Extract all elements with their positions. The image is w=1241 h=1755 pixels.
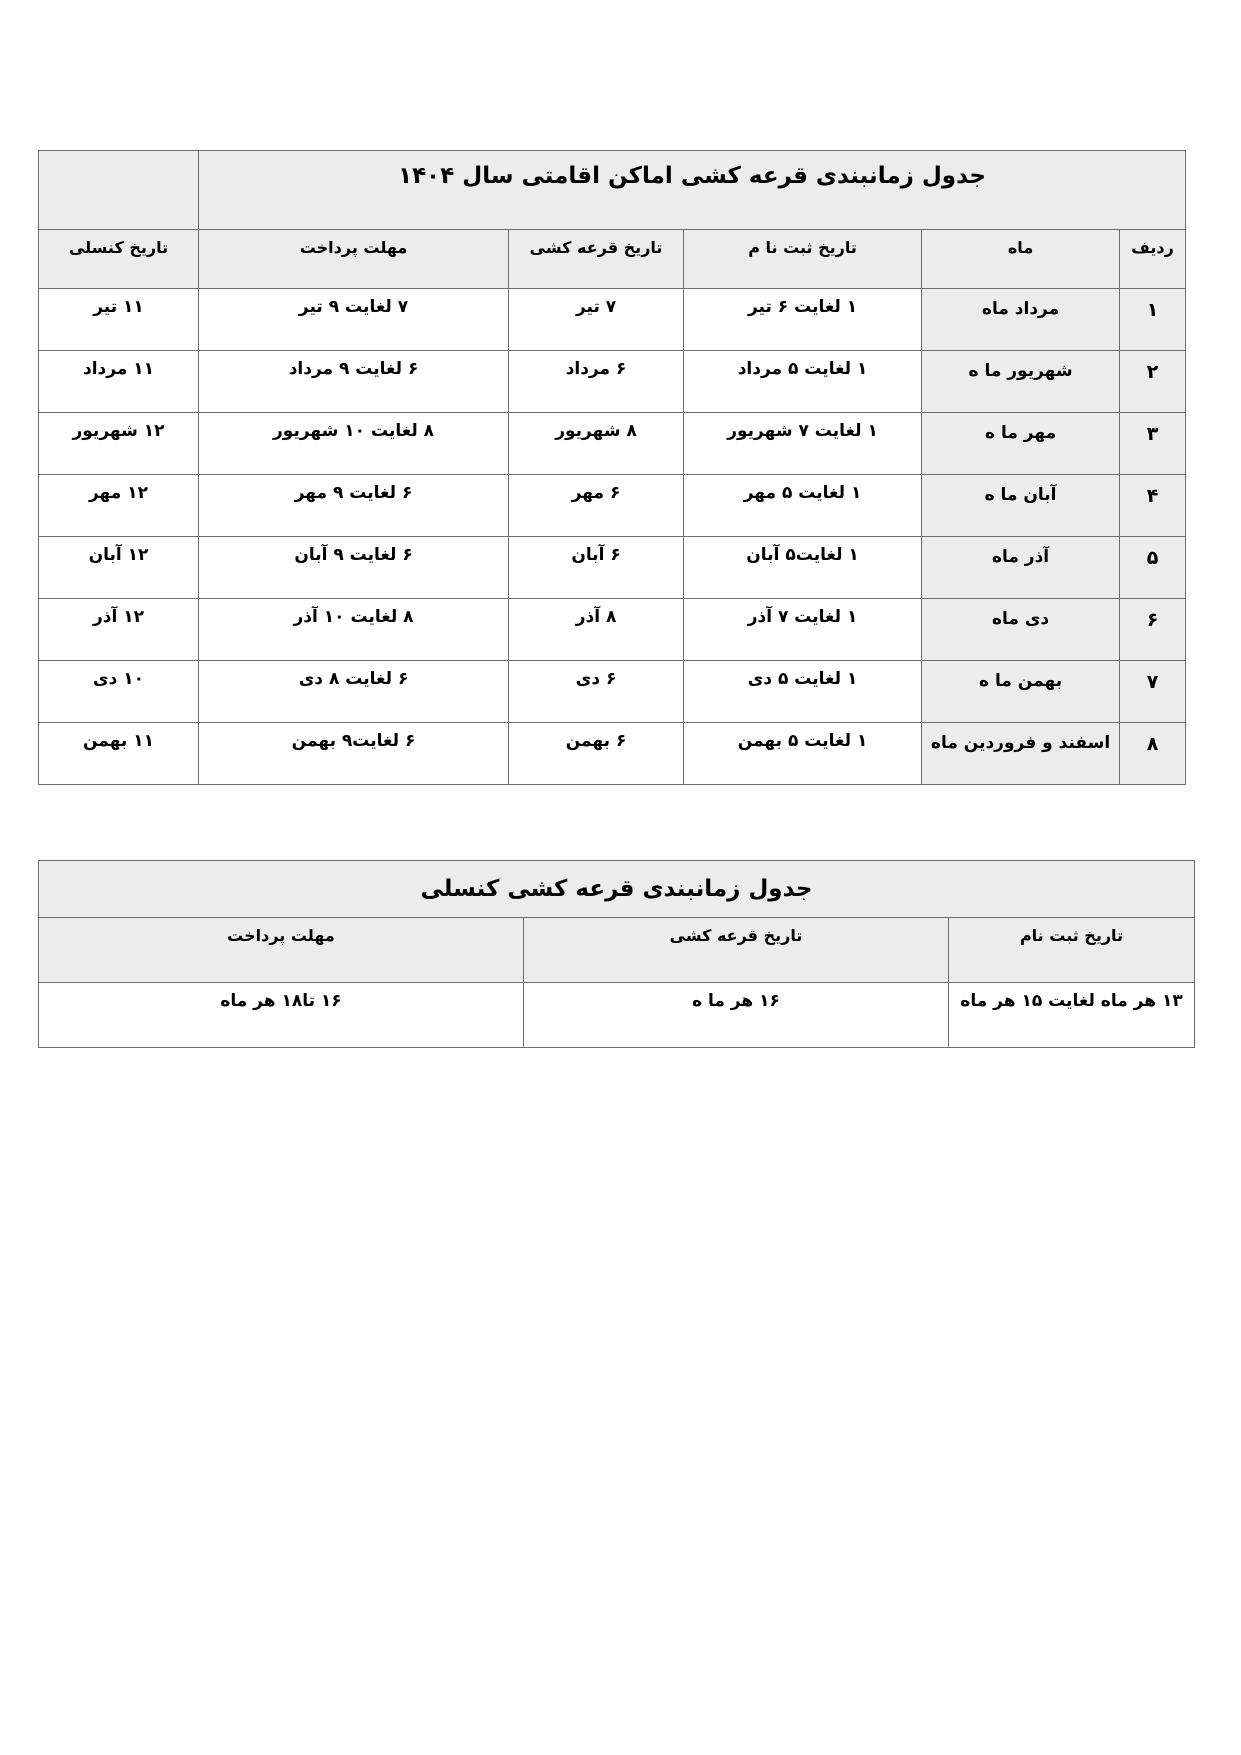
row-cancellation-date: ۱۲ شهریور: [39, 413, 199, 475]
table-row: [39, 983, 1195, 1048]
row-cancellation-date: ۱۰ دی: [39, 661, 199, 723]
row-month: اسفند و فروردین ماه: [922, 723, 1120, 785]
row-month: آذر ماه: [922, 537, 1120, 599]
row-registration-date: ۱ لغایت۵ آبان: [684, 537, 922, 599]
row-payment-deadline: ۱۶ تا۱۸ هر ماه: [39, 983, 524, 1048]
header-registration-date: تاریخ ثبت نا م: [684, 230, 922, 289]
row-lottery-date: ۷ تیر: [509, 289, 684, 351]
row-lottery-date: ۶ مرداد: [509, 351, 684, 413]
row-registration-date: ۱ لغایت ۵ بهمن: [684, 723, 922, 785]
row-lottery-date: ۱۶ هر ما ه: [524, 983, 949, 1048]
row-registration-date: ۱ لغایت ۷ شهریور: [684, 413, 922, 475]
row-number: ۷: [1120, 661, 1186, 723]
header-month: ماه: [922, 230, 1120, 289]
row-lottery-date: ۸ آذر: [509, 599, 684, 661]
row-cancellation-date: ۱۲ آذر: [39, 599, 199, 661]
row-registration-date: ۱۳ هر ماه لغایت ۱۵ هر ماه: [949, 983, 1195, 1048]
row-payment-deadline: ۶ لغایت ۹ مرداد: [199, 351, 509, 413]
row-number: ۴: [1120, 475, 1186, 537]
row-cancellation-date: ۱۲ آبان: [39, 537, 199, 599]
header-payment-deadline: مهلت پرداخت: [39, 918, 524, 983]
row-payment-deadline: ۸ لغایت ۱۰ آذر: [199, 599, 509, 661]
table-row: [39, 351, 1186, 413]
table-header-row: [39, 230, 1186, 289]
title-blank-cell: [39, 151, 199, 230]
row-month: مرداد ماه: [922, 289, 1120, 351]
row-cancellation-date: ۱۲ مهر: [39, 475, 199, 537]
row-lottery-date: ۶ دی: [509, 661, 684, 723]
row-month: آبان ما ه: [922, 475, 1120, 537]
row-month: بهمن ما ه: [922, 661, 1120, 723]
row-payment-deadline: ۷ لغایت ۹ تیر: [199, 289, 509, 351]
row-number: ۵: [1120, 537, 1186, 599]
row-registration-date: ۱ لغایت ۷ آذر: [684, 599, 922, 661]
table-row: [39, 661, 1186, 723]
row-cancellation-date: ۱۱ مرداد: [39, 351, 199, 413]
row-lottery-date: ۸ شهریور: [509, 413, 684, 475]
row-month: شهریور ما ه: [922, 351, 1120, 413]
row-payment-deadline: ۶ لغایت۹ بهمن: [199, 723, 509, 785]
header-cancellation-date: تاریخ کنسلی: [39, 230, 199, 289]
row-number: ۸: [1120, 723, 1186, 785]
lottery-schedule-table: [38, 150, 1186, 785]
row-registration-date: ۱ لغایت ۶ تیر: [684, 289, 922, 351]
row-cancellation-date: ۱۱ تیر: [39, 289, 199, 351]
row-number: ۶: [1120, 599, 1186, 661]
row-lottery-date: ۶ آبان: [509, 537, 684, 599]
table-row: [39, 289, 1186, 351]
row-number: ۲: [1120, 351, 1186, 413]
header-payment-deadline: مهلت پرداخت: [199, 230, 509, 289]
header-registration-date: تاریخ ثبت نام: [949, 918, 1195, 983]
table-row: [39, 599, 1186, 661]
cancellation-lottery-table: [38, 860, 1195, 1048]
row-payment-deadline: ۶ لغایت ۹ آبان: [199, 537, 509, 599]
table-header-row: [39, 918, 1195, 983]
row-registration-date: ۱ لغایت ۵ مرداد: [684, 351, 922, 413]
row-month: دی ماه: [922, 599, 1120, 661]
table-row: [39, 413, 1186, 475]
table-row: [39, 723, 1186, 785]
header-lottery-date: تاریخ قرعه کشی: [509, 230, 684, 289]
header-lottery-date: تاریخ قرعه کشی: [524, 918, 949, 983]
row-number: ۱: [1120, 289, 1186, 351]
row-payment-deadline: ۸ لغایت ۱۰ شهریور: [199, 413, 509, 475]
row-number: ۳: [1120, 413, 1186, 475]
row-registration-date: ۱ لغایت ۵ مهر: [684, 475, 922, 537]
table-row: [39, 475, 1186, 537]
row-lottery-date: ۶ بهمن: [509, 723, 684, 785]
row-payment-deadline: ۶ لغایت ۹ مهر: [199, 475, 509, 537]
row-registration-date: ۱ لغایت ۵ دی: [684, 661, 922, 723]
schedule-table-title: جدول زمانبندی قرعه کشی اماکن اقامتی سال ۱۴۰۴: [199, 151, 1186, 230]
row-lottery-date: ۶ مهر: [509, 475, 684, 537]
cancellation-table-title: جدول زمانبندی قرعه کشی کنسلی: [39, 861, 1195, 918]
row-payment-deadline: ۶ لغایت ۸ دی: [199, 661, 509, 723]
row-cancellation-date: ۱۱ بهمن: [39, 723, 199, 785]
table-row: [39, 537, 1186, 599]
row-month: مهر ما ه: [922, 413, 1120, 475]
header-row-number: ردیف: [1120, 230, 1186, 289]
